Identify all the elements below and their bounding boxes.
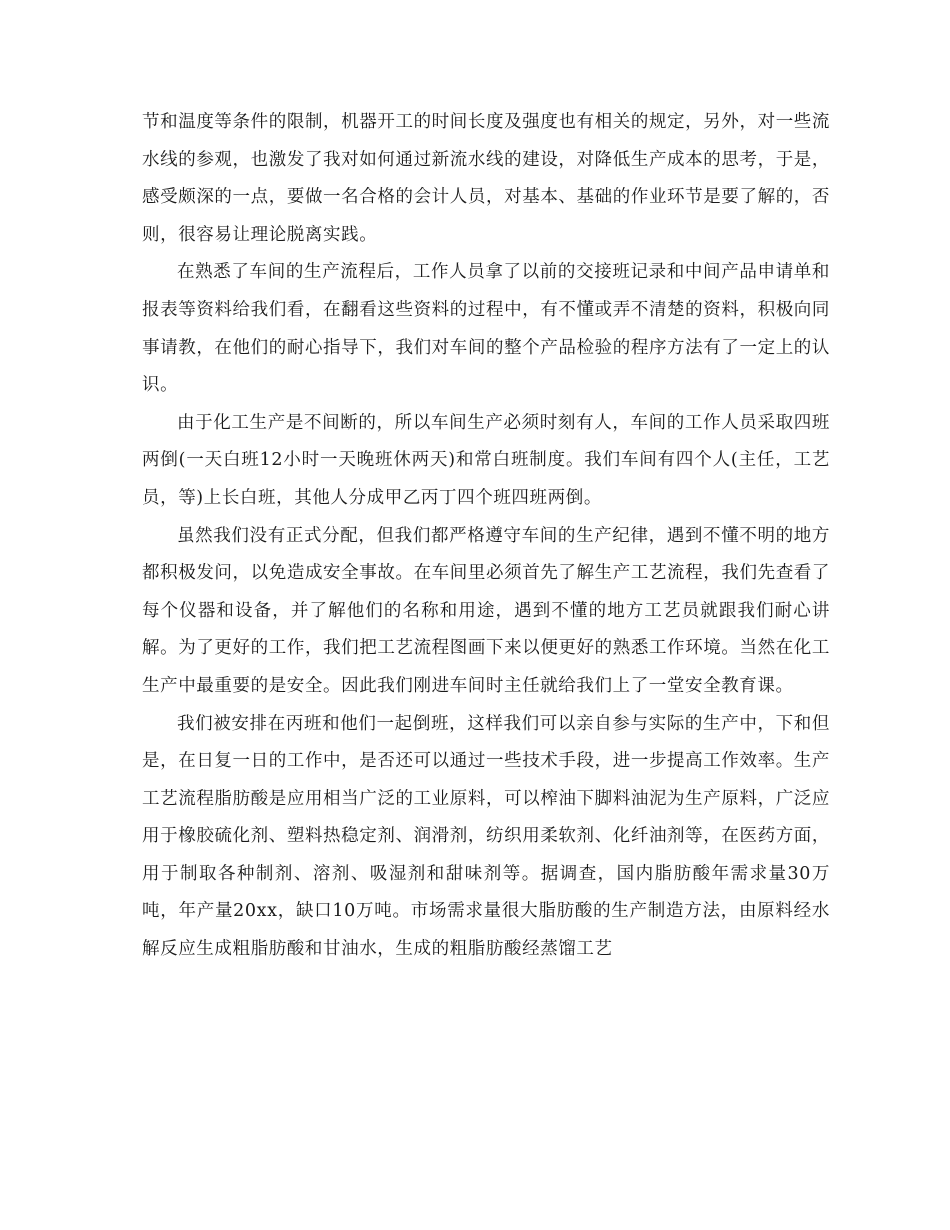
paragraph-4: 虽然我们没有正式分配，但我们都严格遵守车间的生产纪律，遇到不懂不明的地方都积极发问，以免造成安全事故。在车间里必须首先了解生产工艺流程，我们先查看了每个仪器和设备，并了解他们的名称和用途，遇到不懂的地方工艺员就跟我们耐心讲解。为了更好的工作，我们把工艺流程图画下来以便更好的熟悉工作环境。当然在化工生产中最重要的是安全。因此我们刚进车间时主任就给我们上了一堂安全教育课。 <box>142 525 830 696</box>
document-body <box>142 104 830 969</box>
paragraph-3: 由于化工生产是不间断的，所以车间生产必须时刻有人，车间的工作人员采取四班两倒(一天白班12小时一天晚班休两天)和常白班制度。我们车间有四个人(主任，工艺员，等)上长白班，其他人分成甲乙丙丁四个班四班两倒。 <box>142 412 830 508</box>
paragraph-1: 节和温度等条件的限制，机器开工的时间长度及强度也有相关的规定，另外，对一些流水线的参观，也激发了我对如何通过新流水线的建设，对降低生产成本的思考，于是，感受颇深的一点，要做一名合格的会计人员，对基本、基础的作业环节是要了解的，否则，很容易让理论脱离实践。 <box>142 112 830 245</box>
paragraph-2: 在熟悉了车间的生产流程后，工作人员拿了以前的交接班记录和中间产品申请单和报表等资料给我们看，在翻看这些资料的过程中，有不懂或弄不清楚的资料，积极向同事请教，在他们的耐心指导下，我们对车间的整个产品检验的程序方法有了一定上的认识。 <box>142 262 830 396</box>
paragraph-5: 我们被安排在丙班和他们一起倒班，这样我们可以亲自参与实际的生产中，下和但是，在日复一日的工作中，是否还可以通过一些技术手段，进一步提高工作效率。生产工艺流程脂肪酸是应用相当广泛的工业原料，可以榨油下脚料油泥为生产原料，广泛应用于橡胶硫化剂、塑料热稳定剂、润滑剂，纺织用柔软剂、化纤油剂等，在医药方面，用于制取各种制剂、溶剂、吸湿剂和甜味剂等。据调查，国内脂肪酸年需求量30万吨，年产量20xx，缺口10万吨。市场需求量很大脂肪酸的生产制造方法，由原料经水解反应生成粗脂肪酸和甘油水，生成的粗脂肪酸经蒸馏工艺 <box>142 713 830 960</box>
